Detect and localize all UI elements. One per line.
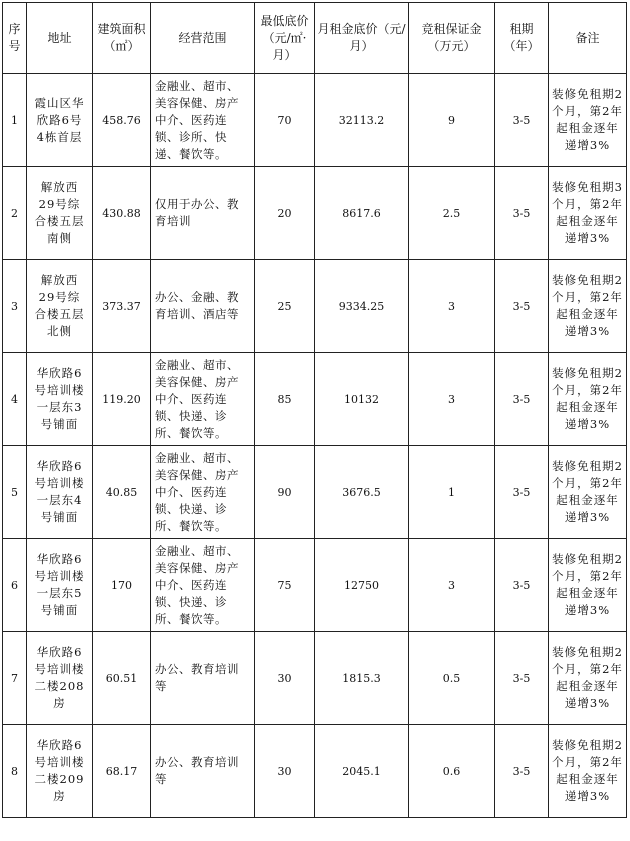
cell-area: 68.17	[93, 725, 151, 818]
cell-scope: 金融业、超市、美容保健、房产中介、医药连锁、诊所、快递、餐饮等。	[151, 74, 255, 167]
cell-remark: 装修免租期2个月，第2年起租金逐年递增3%	[549, 539, 627, 632]
cell-remark: 装修免租期2个月，第2年起租金逐年递增3%	[549, 74, 627, 167]
header-row	[3, 3, 627, 74]
header-area: 建筑面积（㎡）	[93, 3, 151, 74]
cell-monthly-rent: 2045.1	[315, 725, 409, 818]
table-row	[3, 725, 627, 818]
cell-address: 华欣路6号培训楼二楼208房	[27, 632, 93, 725]
table-row	[3, 353, 627, 446]
rental-listing-table	[2, 2, 627, 818]
cell-remark: 装修免租期2个月，第2年起租金逐年递增3%	[549, 353, 627, 446]
cell-deposit: 0.6	[409, 725, 495, 818]
cell-address: 华欣路6号培训楼一层东5号铺面	[27, 539, 93, 632]
cell-remark: 装修免租期2个月，第2年起租金逐年递增3%	[549, 260, 627, 353]
cell-address: 解放西29号综合楼五层南侧	[27, 167, 93, 260]
cell-term: 3-5	[495, 260, 549, 353]
header-scope: 经营范围	[151, 3, 255, 74]
cell-term: 3-5	[495, 539, 549, 632]
cell-deposit: 3	[409, 260, 495, 353]
cell-address: 华欣路6号培训楼二楼209房	[27, 725, 93, 818]
header-term: 租期（年）	[495, 3, 549, 74]
cell-min-price: 85	[255, 353, 315, 446]
cell-seq: 2	[3, 167, 27, 260]
cell-min-price: 70	[255, 74, 315, 167]
cell-min-price: 30	[255, 632, 315, 725]
cell-seq: 5	[3, 446, 27, 539]
cell-min-price: 75	[255, 539, 315, 632]
cell-seq: 3	[3, 260, 27, 353]
cell-remark: 装修免租期3个月，第2年起租金逐年递增3%	[549, 167, 627, 260]
cell-term: 3-5	[495, 725, 549, 818]
cell-scope: 金融业、超市、美容保健、房产中介、医药连锁、快递、诊所、餐饮等。	[151, 446, 255, 539]
cell-min-price: 25	[255, 260, 315, 353]
cell-area: 60.51	[93, 632, 151, 725]
cell-deposit: 1	[409, 446, 495, 539]
cell-term: 3-5	[495, 167, 549, 260]
cell-remark: 装修免租期2个月，第2年起租金逐年递增3%	[549, 632, 627, 725]
header-seq: 序号	[3, 3, 27, 74]
cell-deposit: 2.5	[409, 167, 495, 260]
cell-address: 霞山区华欣路6号4栋首层	[27, 74, 93, 167]
cell-min-price: 20	[255, 167, 315, 260]
cell-monthly-rent: 10132	[315, 353, 409, 446]
cell-address: 华欣路6号培训楼一层东3号铺面	[27, 353, 93, 446]
table-row	[3, 632, 627, 725]
cell-monthly-rent: 9334.25	[315, 260, 409, 353]
cell-seq: 8	[3, 725, 27, 818]
table-row	[3, 446, 627, 539]
cell-area: 170	[93, 539, 151, 632]
cell-address: 解放西29号综合楼五层北侧	[27, 260, 93, 353]
cell-seq: 7	[3, 632, 27, 725]
cell-seq: 6	[3, 539, 27, 632]
cell-min-price: 30	[255, 725, 315, 818]
cell-scope: 办公、教育培训等	[151, 725, 255, 818]
cell-min-price: 90	[255, 446, 315, 539]
table-row	[3, 539, 627, 632]
cell-deposit: 3	[409, 353, 495, 446]
cell-area: 40.85	[93, 446, 151, 539]
header-remark: 备注	[549, 3, 627, 74]
cell-deposit: 0.5	[409, 632, 495, 725]
table-row	[3, 167, 627, 260]
table-row	[3, 74, 627, 167]
cell-area: 373.37	[93, 260, 151, 353]
header-monthly-rent: 月租金底价（元/月）	[315, 3, 409, 74]
cell-area: 119.20	[93, 353, 151, 446]
cell-deposit: 9	[409, 74, 495, 167]
cell-scope: 金融业、超市、美容保健、房产中介、医药连锁、快递、诊所、餐饮等。	[151, 539, 255, 632]
cell-scope: 仅用于办公、教育培训	[151, 167, 255, 260]
cell-monthly-rent: 32113.2	[315, 74, 409, 167]
cell-area: 458.76	[93, 74, 151, 167]
cell-deposit: 3	[409, 539, 495, 632]
cell-area: 430.88	[93, 167, 151, 260]
table-row	[3, 260, 627, 353]
cell-term: 3-5	[495, 74, 549, 167]
cell-address: 华欣路6号培训楼一层东4号铺面	[27, 446, 93, 539]
cell-monthly-rent: 8617.6	[315, 167, 409, 260]
cell-term: 3-5	[495, 632, 549, 725]
cell-remark: 装修免租期2个月，第2年起租金逐年递增3%	[549, 446, 627, 539]
cell-monthly-rent: 12750	[315, 539, 409, 632]
cell-term: 3-5	[495, 353, 549, 446]
cell-term: 3-5	[495, 446, 549, 539]
header-deposit: 竞租保证金（万元）	[409, 3, 495, 74]
cell-seq: 1	[3, 74, 27, 167]
cell-scope: 办公、教育培训等	[151, 632, 255, 725]
cell-scope: 金融业、超市、美容保健、房产中介、医药连锁、快递、诊所、餐饮等。	[151, 353, 255, 446]
cell-monthly-rent: 1815.3	[315, 632, 409, 725]
cell-monthly-rent: 3676.5	[315, 446, 409, 539]
cell-scope: 办公、金融、教育培训、酒店等	[151, 260, 255, 353]
cell-remark: 装修免租期2个月，第2年起租金逐年递增3%	[549, 725, 627, 818]
cell-seq: 4	[3, 353, 27, 446]
header-address: 地址	[27, 3, 93, 74]
header-min-price: 最低底价（元/㎡·月）	[255, 3, 315, 74]
